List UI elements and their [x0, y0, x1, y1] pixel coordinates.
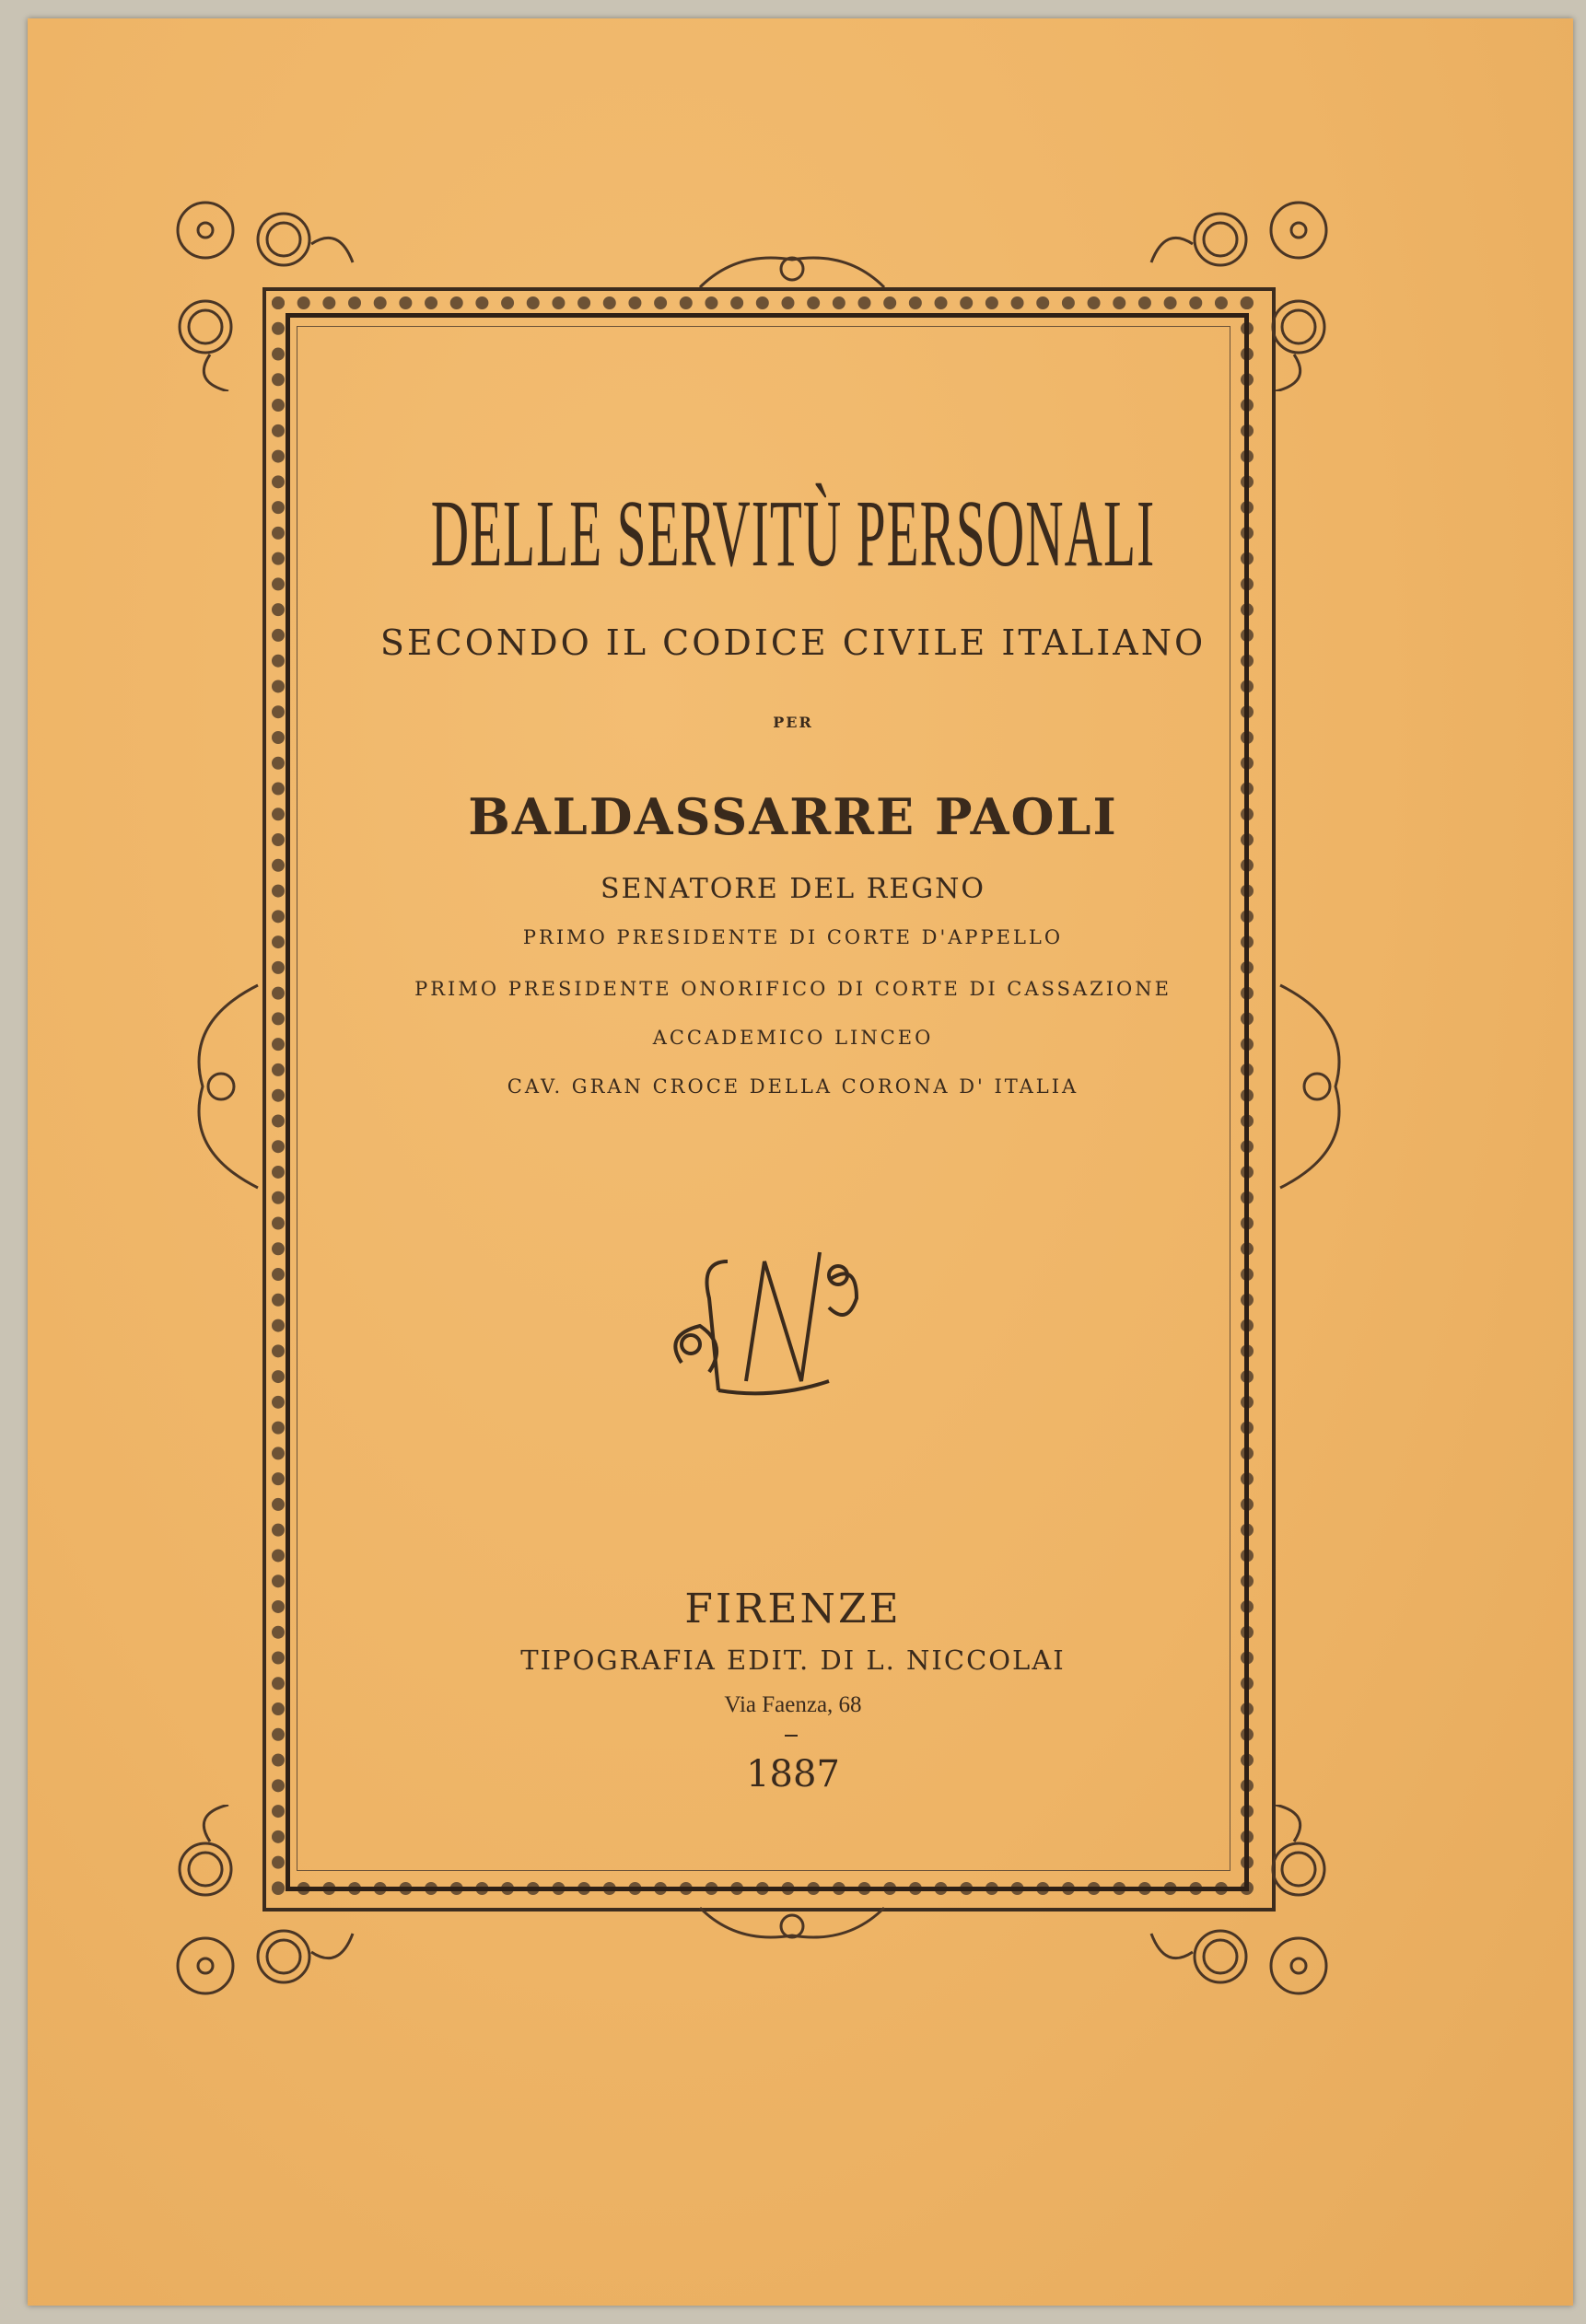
corner-ornament-bottom-left — [155, 1805, 357, 2007]
author-honor: CAV. GRAN CROCE DELLA CORONA D' ITALIA — [507, 1075, 1079, 1098]
publication-year: 1887 — [746, 1753, 840, 1795]
author-honor: PRIMO PRESIDENTE ONORIFICO DI CORTE DI CASSAZIONE — [414, 978, 1172, 1000]
author-honor: PRIMO PRESIDENTE DI CORTE D'APPELLO — [522, 926, 1064, 948]
bottom-center-ornament — [691, 1899, 893, 1954]
printer-address: Via Faenza, 68 — [724, 1692, 862, 1717]
corner-ornament-top-right — [1147, 189, 1349, 391]
by-label: PER — [773, 714, 813, 731]
corner-ornament-bottom-right — [1147, 1805, 1349, 2007]
author-name: BALDASSARRE PAOLI — [468, 787, 1118, 846]
top-center-ornament — [691, 241, 893, 296]
corner-ornament-top-left — [155, 189, 357, 391]
book-title: DELLE SERVITÙ PERSONALI — [430, 481, 1156, 587]
printer-name: TIPOGRAFIA EDIT. DI L. NICCOLAI — [520, 1644, 1066, 1676]
divider — [785, 1735, 798, 1737]
publication-city: FIRENZE — [684, 1586, 902, 1633]
printer-monogram — [663, 1243, 861, 1400]
book-subtitle: SECONDO IL CODICE CIVILE ITALIANO — [379, 622, 1207, 663]
author-honor: ACCADEMICO LINCEO — [652, 1027, 934, 1049]
author-title: SENATORE DEL REGNO — [600, 873, 986, 905]
